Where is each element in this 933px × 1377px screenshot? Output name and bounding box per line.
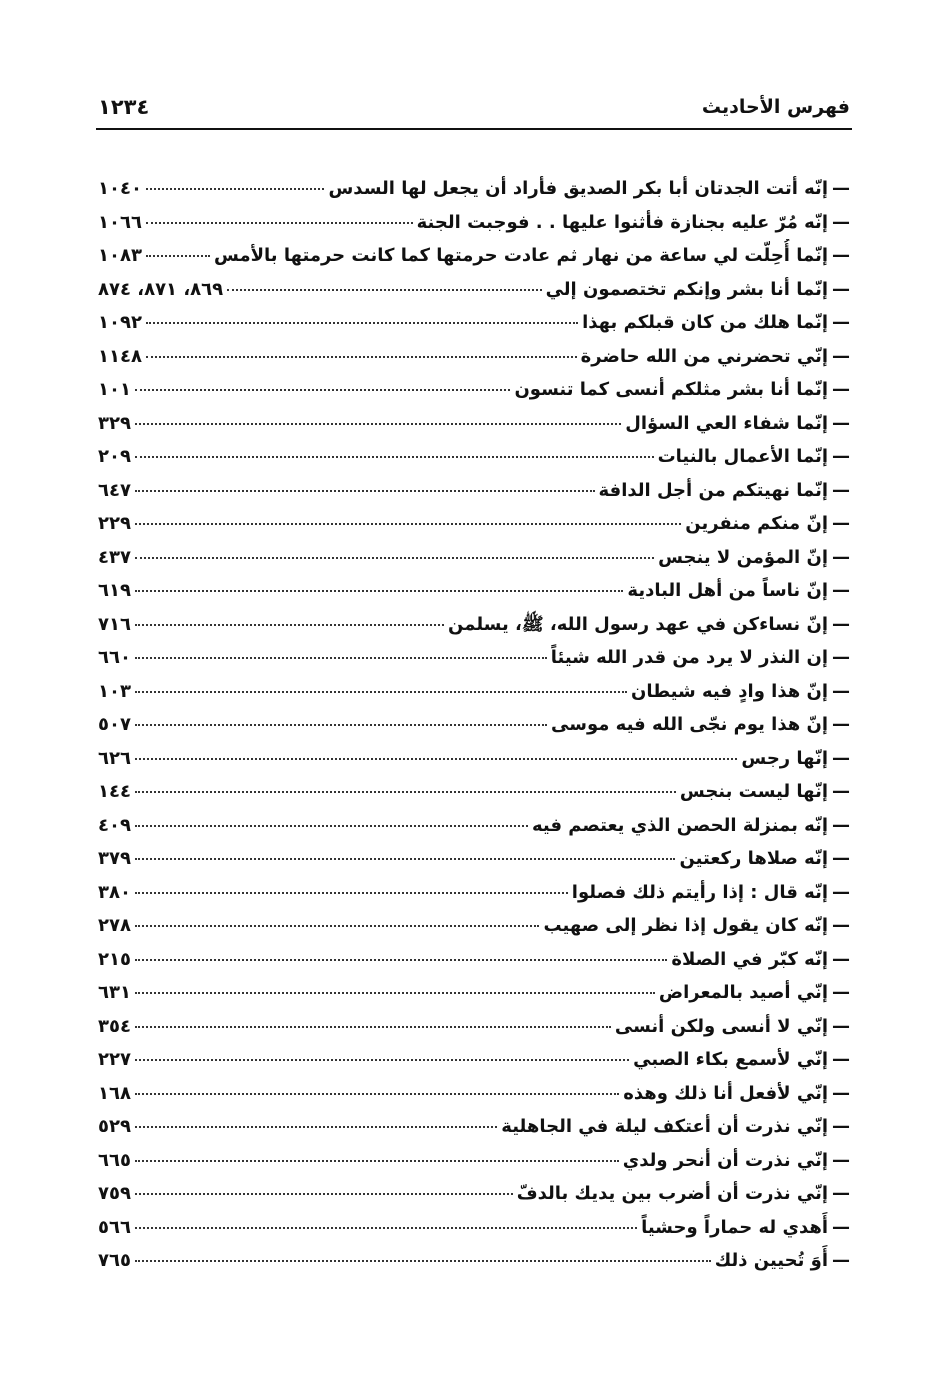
entry-dash: — [832, 781, 850, 802]
entry-page-numbers: ١٠٩٢ [98, 312, 142, 333]
index-entry [98, 1244, 850, 1278]
entry-dash: — [832, 982, 850, 1003]
leader-dots [227, 289, 541, 291]
entry-dash: — [832, 647, 850, 668]
hadith-index-list [98, 172, 850, 1278]
entry-page-numbers: ٣٧٩ [98, 848, 131, 869]
index-entry [98, 1177, 850, 1211]
index-entry [98, 976, 850, 1010]
entry-page-numbers: ٤٣٧ [98, 546, 131, 568]
index-entry [98, 407, 850, 441]
index-entry [98, 239, 850, 273]
index-entry [98, 608, 850, 642]
entry-text: إنّي نذرت أن أعتكف ليلة في الجاهلية [501, 1116, 828, 1137]
entry-text: إنّه كان يقول إذا نظر إلى صهيب [543, 915, 828, 936]
leader-dots [146, 322, 578, 324]
leader-dots [135, 858, 675, 860]
entry-text: أَوَ تُحيين ذلك [714, 1250, 828, 1271]
entry-text: إنّ هذا يوم نجّى الله فيه موسى [551, 714, 828, 735]
entry-text: إنّه أتت الجدتان أبا بكر الصديق فأراد أن يجعل لها السدس [328, 178, 828, 199]
leader-dots [135, 1260, 711, 1262]
page-header [98, 92, 850, 126]
entry-text: إنّه صلاها ركعتين [679, 848, 828, 869]
entry-text: إنّ ناساً من أهل البادية [627, 580, 828, 601]
leader-dots [135, 423, 621, 425]
entry-text: إنّي لأسمع بكاء الصبي [633, 1049, 828, 1070]
entry-page-numbers: ٥٦٦ [98, 1216, 131, 1238]
entry-page-numbers: ٧٥٩ [98, 1183, 131, 1204]
index-entry [98, 474, 850, 508]
entry-dash: — [832, 714, 850, 735]
leader-dots [146, 356, 577, 358]
entry-page-numbers: ٥٢٩ [98, 1116, 131, 1137]
leader-dots [135, 1026, 611, 1028]
entry-dash: — [832, 881, 850, 903]
entry-text: إنّما أُحِلّت لي ساعة من نهار ثم عادت حرمتها كما كانت حرمتها بالأمس [214, 245, 828, 266]
entry-text: إنّي أصيد بالمعراض [658, 982, 828, 1003]
entry-page-numbers: ٦٣١ [98, 982, 131, 1003]
entry-text: إنّما الأعمال بالنيات [657, 446, 828, 467]
entry-page-numbers: ٦٤٧ [98, 479, 131, 501]
entry-dash: — [832, 245, 850, 266]
entry-dash: — [832, 312, 850, 333]
leader-dots [135, 490, 595, 492]
entry-page-numbers: ٢٢٧ [98, 1049, 131, 1070]
entry-page-numbers: ٢١٥ [98, 948, 131, 970]
entry-dash: — [832, 379, 850, 400]
entry-text: إنّ هذا وادٍ فيه شيطان [631, 680, 828, 702]
index-entry [98, 742, 850, 776]
entry-text: إنّه بمنزلة الحصن الذي يعتصم فيه [531, 814, 828, 836]
index-entry [98, 340, 850, 374]
header-rule [96, 128, 852, 130]
entry-page-numbers: ٢٧٨ [98, 915, 131, 936]
entry-page-numbers: ٥٠٧ [98, 714, 131, 735]
index-entry [98, 507, 850, 541]
page-number: ١٢٣٤ [98, 95, 150, 119]
index-entry [98, 1144, 850, 1178]
entry-text: إنّ منكم منفرين [685, 513, 828, 534]
entry-dash: — [832, 680, 850, 702]
index-entry [98, 574, 850, 608]
entry-text: إنّ نساءكن في عهد رسول الله، ﷺ، يسلمن [448, 613, 828, 635]
entry-dash: — [832, 178, 850, 199]
index-entry [98, 876, 850, 910]
entry-dash: — [832, 479, 850, 501]
entry-text: إنّي لا أنسى ولكن أنسى [614, 1015, 828, 1037]
leader-dots [135, 825, 528, 827]
index-entry [98, 206, 850, 240]
leader-dots [146, 255, 210, 257]
index-entry [98, 842, 850, 876]
entry-page-numbers: ١١٤٨ [98, 345, 142, 367]
entry-page-numbers: ١٠١ [98, 379, 131, 400]
entry-dash: — [832, 412, 850, 434]
entry-page-numbers: ٦٦٠ [98, 647, 131, 668]
leader-dots [135, 724, 547, 726]
entry-text: إنّها ليست بنجس [679, 781, 828, 802]
entry-page-numbers: ٤٠٩ [98, 814, 131, 836]
leader-dots [146, 188, 325, 190]
entry-text: إنّما نهيتكم من أجل الدافة [598, 479, 828, 501]
entry-page-numbers: ٣٥٤ [98, 1015, 131, 1037]
index-entry [98, 306, 850, 340]
index-entry [98, 1211, 850, 1245]
entry-dash: — [832, 446, 850, 467]
entry-dash: — [832, 1116, 850, 1137]
header-title: فهرس الأحاديث [701, 96, 850, 118]
entry-dash: — [832, 1049, 850, 1070]
entry-page-numbers: ٣٢٩ [98, 412, 131, 434]
leader-dots [135, 1093, 619, 1095]
entry-dash: — [832, 278, 850, 300]
index-entry [98, 273, 850, 307]
entry-text: إنّه مُرّ عليه بجنازة فأثنوا عليها . . فوجبت الجنة [416, 211, 828, 233]
entry-dash: — [832, 747, 850, 769]
leader-dots [135, 892, 568, 894]
index-entry [98, 708, 850, 742]
index-entry [98, 775, 850, 809]
leader-dots [135, 523, 681, 525]
index-entry [98, 440, 850, 474]
leader-dots [135, 1126, 497, 1128]
index-entry [98, 172, 850, 206]
index-entry [98, 943, 850, 977]
entry-dash: — [832, 546, 850, 568]
entry-dash: — [832, 1015, 850, 1037]
leader-dots [135, 959, 667, 961]
entry-page-numbers: ٢٢٩ [98, 513, 131, 534]
entry-page-numbers: ٧١٦ [98, 613, 131, 635]
entry-dash: — [832, 814, 850, 836]
index-entry [98, 909, 850, 943]
index-entry [98, 1043, 850, 1077]
entry-page-numbers: ١٠٤٠ [98, 178, 142, 199]
index-entry [98, 1110, 850, 1144]
entry-dash: — [832, 1149, 850, 1171]
entry-text: أَهدي له حماراً وحشياً [641, 1216, 828, 1238]
leader-dots [135, 1059, 629, 1061]
leader-dots [135, 557, 654, 559]
entry-page-numbers: ٦٢٦ [98, 747, 131, 769]
entry-dash: — [832, 345, 850, 367]
entry-page-numbers: ٣٨٠ [98, 881, 131, 903]
index-entry [98, 809, 850, 843]
entry-dash: — [832, 513, 850, 534]
entry-text: إنّها رجس [741, 747, 828, 769]
index-entry [98, 675, 850, 709]
entry-dash: — [832, 580, 850, 601]
index-entry [98, 641, 850, 675]
entry-dash: — [832, 613, 850, 635]
leader-dots [146, 222, 413, 224]
leader-dots [135, 1160, 619, 1162]
leader-dots [135, 1227, 637, 1229]
leader-dots [135, 791, 676, 793]
leader-dots [135, 624, 444, 626]
entry-dash: — [832, 211, 850, 233]
entry-dash: — [832, 915, 850, 936]
entry-text: إنّما أنا بشر مثلكم أنسى كما تنسون [514, 379, 828, 400]
entry-text: إنّ المؤمن لا ينجس [658, 546, 828, 568]
entry-page-numbers: ١٠٦٦ [98, 211, 142, 233]
entry-page-numbers: ٧٦٥ [98, 1250, 131, 1271]
entry-text: إنّما شفاء العي السؤال [625, 412, 828, 434]
entry-text: إنّي نذرت أن أضرب بين يديك بالدفّ [516, 1183, 828, 1204]
index-entry [98, 541, 850, 575]
entry-text: إنّما هلك من كان قبلكم بهذا [582, 312, 828, 333]
leader-dots [135, 590, 623, 592]
entry-text: إنّه كبّر في الصلاة [671, 948, 828, 970]
entry-page-numbers: ١٠٣ [98, 680, 131, 702]
entry-page-numbers: ٢٠٩ [98, 446, 131, 467]
leader-dots [135, 1193, 513, 1195]
leader-dots [135, 925, 539, 927]
entry-dash: — [832, 1183, 850, 1204]
entry-text: إنّي نذرت أن أنحر ولدي [622, 1149, 828, 1171]
index-entry [98, 1010, 850, 1044]
entry-dash: — [832, 1250, 850, 1271]
leader-dots [135, 758, 737, 760]
index-entry [98, 373, 850, 407]
entry-dash: — [832, 1216, 850, 1238]
entry-page-numbers: ٦١٩ [98, 580, 131, 601]
entry-text: إنّي لأفعل أنا ذلك وهذه [623, 1082, 828, 1104]
entry-page-numbers: ٦٦٥ [98, 1149, 131, 1171]
leader-dots [135, 992, 655, 994]
entry-page-numbers: ١٠٨٣ [98, 245, 142, 266]
entry-text: إنّما أنا بشر وإنكم تختصمون إلي [545, 278, 828, 300]
entry-text: إن النذر لا يرد من قدر الله شيئاً [550, 647, 828, 668]
entry-page-numbers: ١٦٨ [98, 1082, 131, 1104]
entry-text: إنّي تحضرني من الله حاضرة [580, 345, 828, 367]
entry-text: إنّه قال : إذا رأيتم ذلك فصلوا [571, 881, 828, 903]
leader-dots [135, 691, 627, 693]
entry-page-numbers: ٨٦٩، ٨٧١، ٨٧٤ [98, 278, 224, 300]
entry-dash: — [832, 848, 850, 869]
leader-dots [135, 389, 510, 391]
leader-dots [135, 456, 654, 458]
entry-page-numbers: ١٤٤ [98, 781, 131, 802]
index-entry [98, 1077, 850, 1111]
leader-dots [135, 657, 547, 659]
entry-dash: — [832, 948, 850, 970]
entry-dash: — [832, 1082, 850, 1104]
